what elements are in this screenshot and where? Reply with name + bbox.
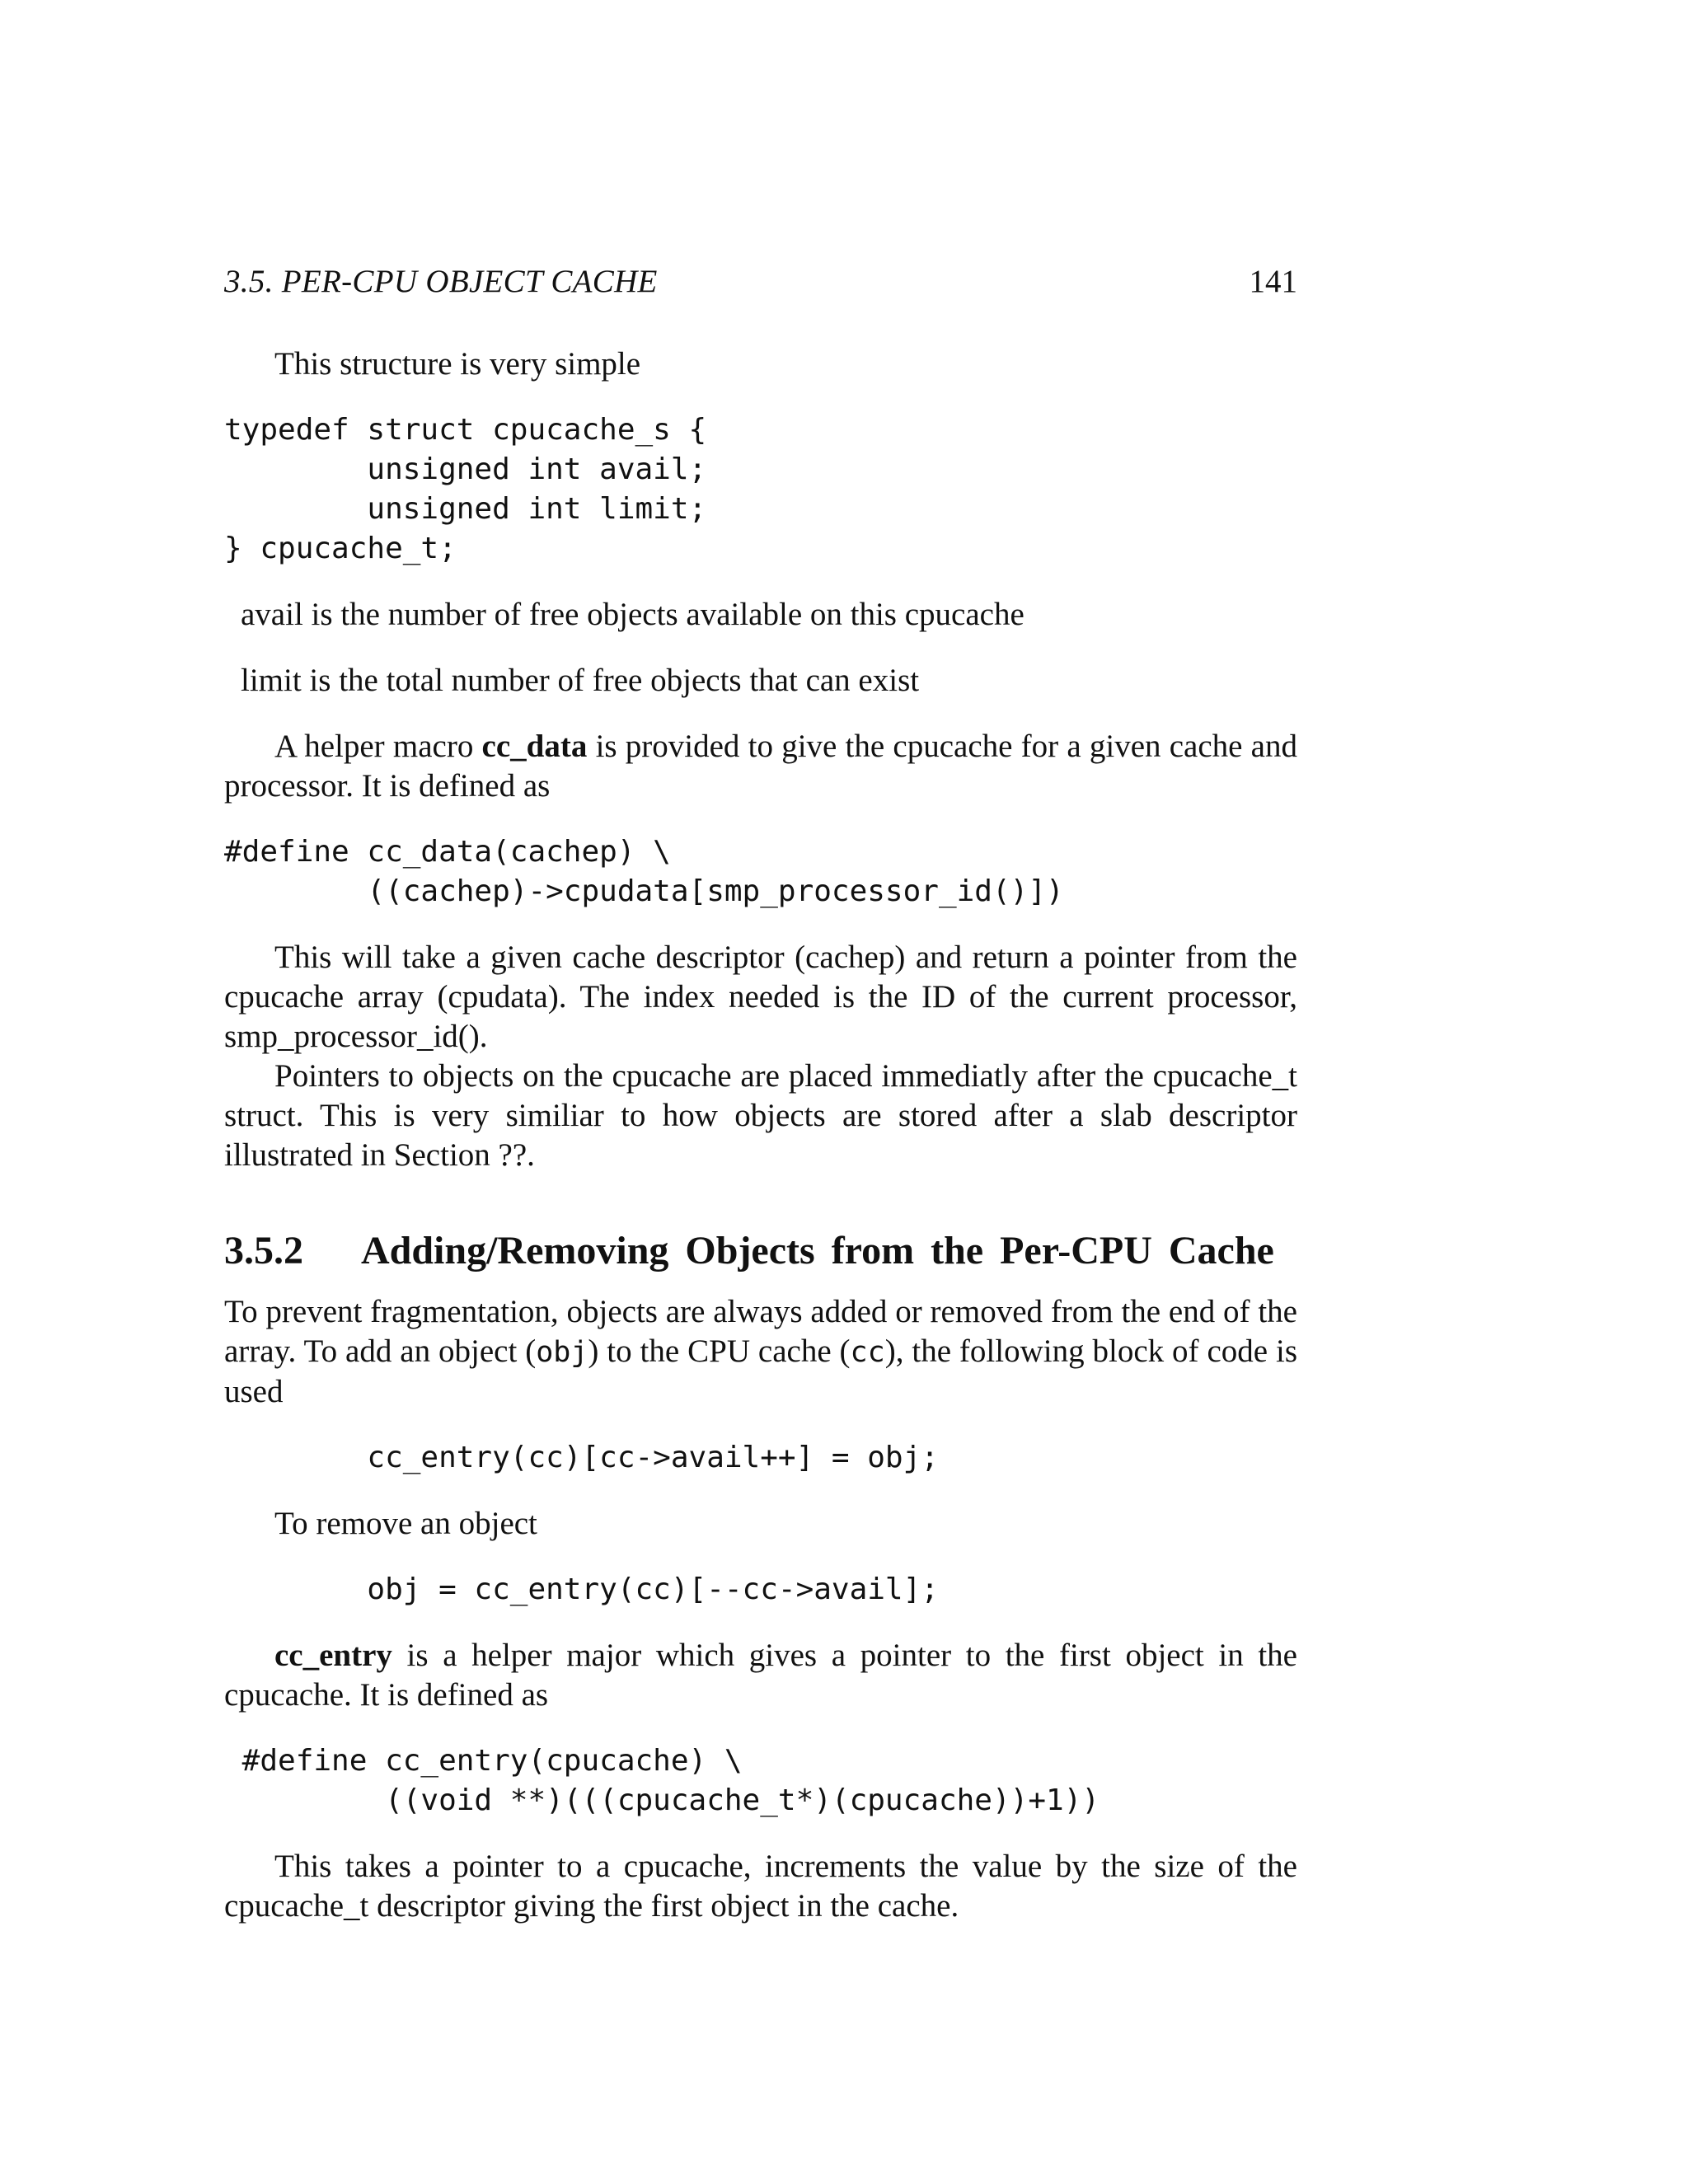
running-head: 3.5. PER-CPU OBJECT CACHE [224, 264, 658, 299]
document-page [224, 262, 1297, 1926]
helper-text-post: is provided to give the cpucache for a given cache and processor. It is defined as [224, 729, 1297, 804]
definition-avail: avail is the number of free objects available on this cpucache [241, 597, 1025, 632]
pointers-paragraph: Pointers to objects on the cpucache are placed immediatly after the cpucache_t struct. This is very similiar to how objects are stored after a slab descriptor illustrated in Section ??. [224, 1058, 1297, 1173]
take-paragraph: This will take a given cache descriptor (cachep) and return a pointer from the cpucache array (cpudata). The index needed is the ID of the current processor, smp_processor_id(). [224, 940, 1297, 1054]
section-title: Adding/Removing Objects from the Per-CPU Cache [361, 1229, 1274, 1272]
cc-entry-paragraph [224, 1636, 1297, 1715]
section-number: 3.5.2 [224, 1229, 303, 1272]
code-add-block: cc_entry(cc)[cc->avail++] = obj; [224, 1441, 939, 1474]
helper-text-pre: A helper macro [274, 729, 482, 764]
inline-code-obj: obj [536, 1336, 588, 1369]
code-remove-block: obj = cc_entry(cc)[--cc->avail]; [224, 1572, 939, 1606]
code-cc-data-block: #define cc_data(cachep) \ ((cachep)->cpudata[smp_processor_id()]) [224, 835, 1064, 908]
remove-intro: To remove an object [274, 1506, 537, 1541]
helper-macro-paragraph [224, 727, 1297, 806]
term-cc-data: cc_data [481, 729, 588, 764]
page-header [224, 262, 1297, 302]
term-cc-entry: cc_entry [274, 1638, 392, 1673]
fragment-text-b: ) to the CPU cache ( [588, 1333, 851, 1369]
section-heading [224, 1226, 1297, 1276]
intro-paragraph: This structure is very simple [274, 346, 641, 382]
fragment-text-c: ), the following block of code is used [224, 1333, 1297, 1409]
definition-limit: limit is the total number of free objects that can exist [241, 663, 920, 698]
inline-code-cc: cc [850, 1336, 885, 1369]
code-struct-block: typedef struct cpucache_s { unsigned int avail; unsigned int limit; } cpucache_t; [224, 413, 707, 565]
final-paragraph: This takes a pointer to a cpucache, increments the value by the size of the cpucache_t descriptor giving the first object in the cache. [224, 1849, 1297, 1924]
cc-entry-text: is a helper major which gives a pointer to the first object in the cpucache. It is defined as [224, 1638, 1297, 1713]
fragmentation-paragraph [224, 1292, 1297, 1412]
fragment-text-a: To prevent fragmentation, objects are always added or removed from the end of the array. To add an object ( [224, 1294, 1297, 1369]
code-cc-entry-block: #define cc_entry(cpucache) \ ((void **)(((cpucache_t*)(cpucache))+1)) [241, 1744, 1100, 1817]
page-number: 141 [1249, 264, 1297, 299]
